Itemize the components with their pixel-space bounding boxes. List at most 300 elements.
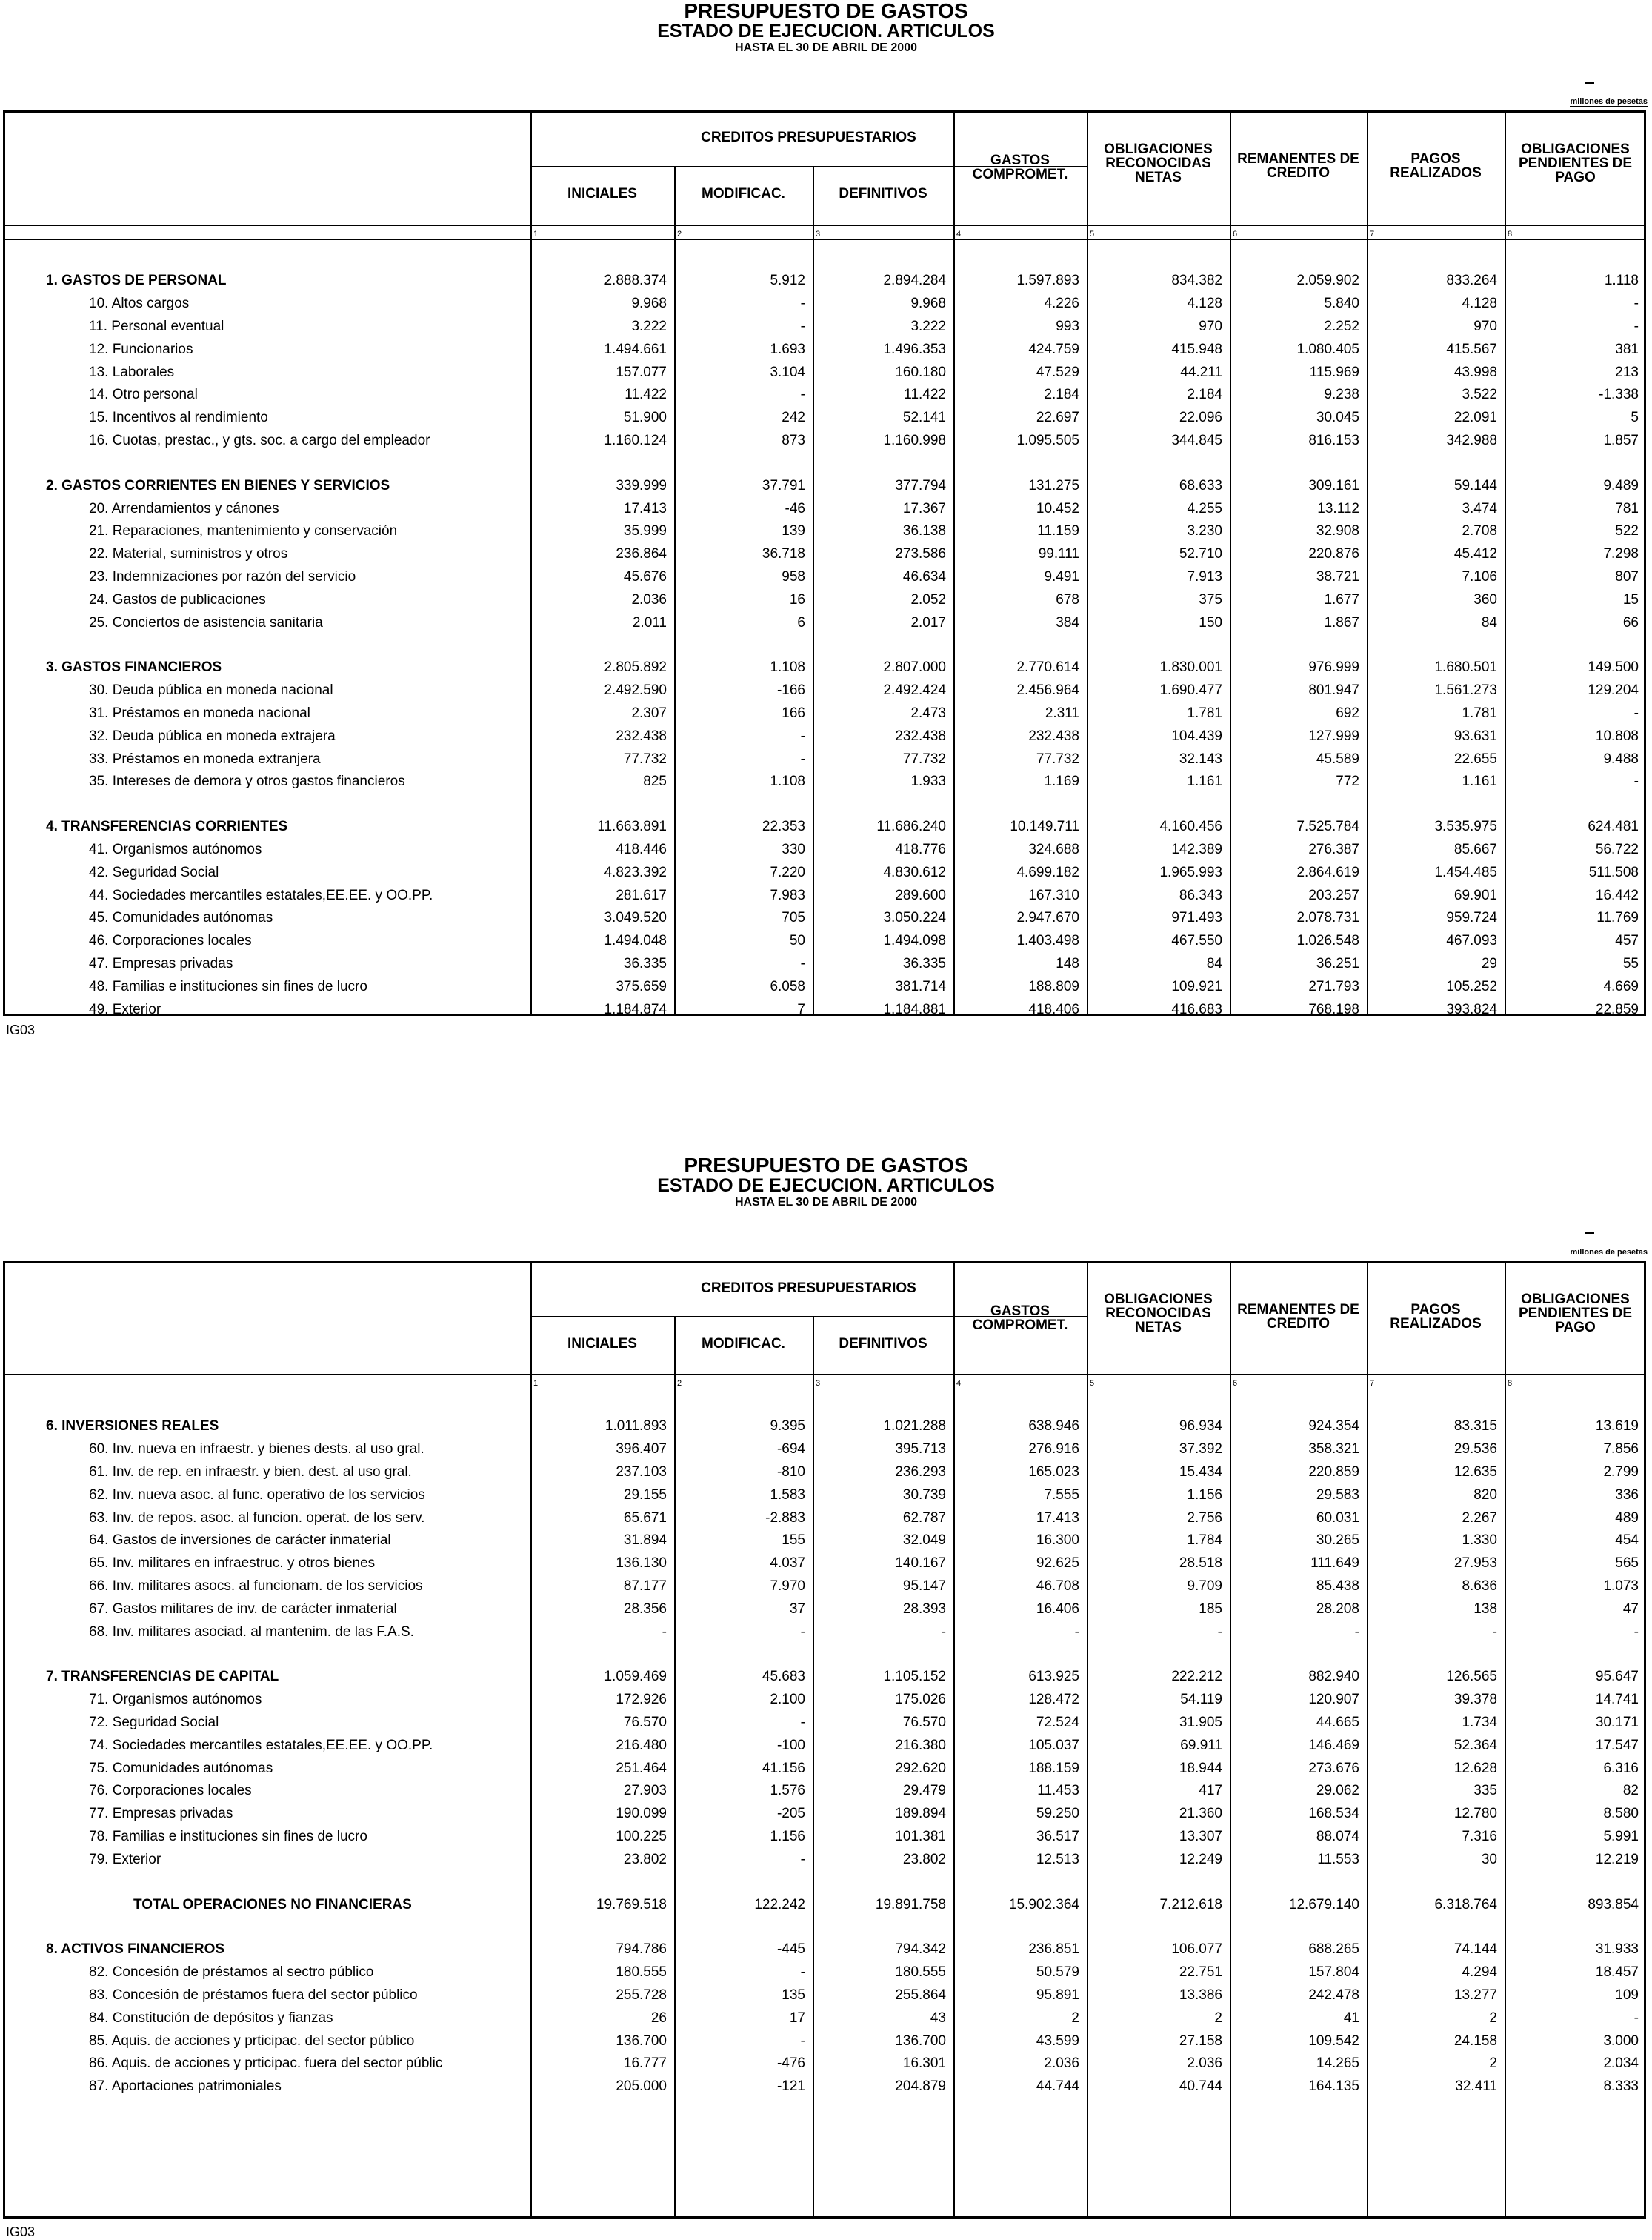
- table-row: [0, 1483, 1646, 1506]
- header-modificac: MODIFICAC.: [702, 186, 785, 202]
- cell-col-8: 5: [1631, 410, 1639, 426]
- table-row: [0, 839, 1646, 862]
- cell-col-7: 29: [1481, 955, 1497, 971]
- cell-col-5: 2.756: [1187, 1509, 1222, 1526]
- table-row: [0, 2076, 1646, 2098]
- table-row: [0, 725, 1646, 748]
- row-label: 75. Comunidades autónomas: [89, 1760, 273, 1776]
- row-label: 4. TRANSFERENCIAS CORRIENTES: [46, 819, 288, 835]
- cell-col-2: -: [800, 955, 805, 971]
- cell-col-7: 85.667: [1453, 841, 1497, 857]
- colnum-5: 5: [1090, 1379, 1095, 1388]
- report-date: HASTA EL 30 DE ABRIL DE 2000: [735, 41, 917, 54]
- cell-col-4: 4.699.182: [1016, 864, 1079, 880]
- row-label: 63. Inv. de repos. asoc. al funcion. operat. de los serv.: [89, 1509, 425, 1526]
- cell-col-7: 12.780: [1453, 1806, 1497, 1822]
- cell-col-2: -: [800, 318, 805, 334]
- table-row: [0, 520, 1646, 543]
- cell-col-3: 1.105.152: [883, 1669, 946, 1685]
- cell-col-4: 99.111: [1038, 546, 1079, 562]
- cell-col-7: 7.106: [1462, 568, 1497, 585]
- cell-col-5: 68.633: [1179, 477, 1222, 493]
- row-label: 87. Aportaciones patrimoniales: [89, 2078, 282, 2095]
- cell-col-1: 16.777: [623, 2055, 667, 2072]
- cell-col-2: 1.576: [770, 1783, 805, 1799]
- section-row: [0, 1938, 1646, 1961]
- table-row: [0, 884, 1646, 907]
- cell-col-3: 16.301: [902, 2055, 946, 2072]
- cell-col-1: 31.894: [623, 1532, 667, 1549]
- spacer-row: [0, 452, 1646, 474]
- cell-col-3: 95.147: [902, 1578, 946, 1594]
- colnum-3: 3: [816, 230, 821, 239]
- cell-col-1: 11.422: [625, 387, 667, 403]
- row-label: 22. Material, suministros y otros: [89, 546, 288, 562]
- header-creditos: CREDITOS PRESUPUESTARIOS: [701, 1280, 916, 1296]
- row-label: 77. Empresas privadas: [89, 1806, 233, 1822]
- cell-col-7: 1.330: [1462, 1532, 1497, 1549]
- cell-col-4: 105.037: [1028, 1737, 1079, 1753]
- cell-col-5: 52.710: [1179, 546, 1222, 562]
- cell-col-5: 375: [1199, 591, 1222, 608]
- cell-col-2: 1.108: [770, 659, 805, 676]
- cell-col-5: 7.913: [1187, 568, 1222, 585]
- row-label: 64. Gastos de inversiones de carácter inmaterial: [89, 1532, 391, 1549]
- cell-col-2: -: [800, 1851, 805, 1867]
- cell-col-8: -: [1633, 296, 1639, 312]
- table-row: [0, 338, 1646, 361]
- cell-col-6: 115.969: [1309, 364, 1359, 380]
- table-row: [0, 384, 1646, 407]
- cell-col-1: 205.000: [616, 2078, 667, 2095]
- cell-col-8: -1.338: [1599, 387, 1639, 403]
- cell-col-8: 8.333: [1603, 2078, 1639, 2095]
- cell-col-5: 970: [1199, 318, 1222, 334]
- footer-code: IG03: [6, 1023, 36, 1037]
- row-label: 35. Intereses de demora y otros gastos financieros: [89, 774, 405, 790]
- cell-col-3: 140.167: [895, 1555, 946, 1572]
- table-row: [0, 975, 1646, 998]
- cell-col-1: 232.438: [616, 728, 667, 744]
- cell-col-4: 59.250: [1036, 1806, 1079, 1822]
- page-header: [0, 0, 1652, 59]
- cell-col-8: 14.741: [1595, 1692, 1639, 1708]
- table-row: [0, 1575, 1646, 1598]
- cell-col-6: 273.676: [1308, 1760, 1359, 1776]
- colnum-4: 4: [956, 230, 962, 239]
- header-pagos: PAGOS REALIZADOS: [1390, 1302, 1482, 1332]
- table-row: [0, 1598, 1646, 1621]
- row-label: 2. GASTOS CORRIENTES EN BIENES Y SERVICIOS: [46, 477, 390, 493]
- table-row: [0, 1961, 1646, 1984]
- cell-col-4: 131.275: [1028, 477, 1079, 493]
- row-label: 32. Deuda pública en moneda extrajera: [89, 728, 336, 744]
- cell-col-1: 794.786: [616, 1941, 667, 1958]
- cell-col-8: 2.799: [1603, 1463, 1639, 1480]
- header-gastos: GASTOS COMPROMET.: [972, 153, 1068, 182]
- cell-col-7: 126.565: [1446, 1669, 1497, 1685]
- cell-col-2: -: [800, 1714, 805, 1730]
- cell-col-5: 109.921: [1171, 978, 1222, 994]
- cell-col-5: 21.360: [1179, 1806, 1222, 1822]
- cell-col-5: 13.386: [1179, 1987, 1222, 2003]
- cell-col-8: 624.481: [1588, 819, 1639, 835]
- row-label: 25. Conciertos de asistencia sanitaria: [89, 614, 323, 631]
- cell-col-4: 77.732: [1036, 751, 1079, 767]
- cell-col-2: -: [800, 1964, 805, 1981]
- cell-col-7: 32.411: [1455, 2078, 1497, 2095]
- cell-col-5: 1.784: [1187, 1532, 1222, 1549]
- colnum-5: 5: [1090, 230, 1095, 239]
- cell-col-3: 216.380: [895, 1737, 946, 1753]
- cell-col-3: 189.894: [895, 1806, 946, 1822]
- cell-col-7: 3.535.975: [1434, 819, 1497, 835]
- cell-col-5: 31.905: [1179, 1714, 1222, 1730]
- cell-col-1: 375.659: [616, 978, 667, 994]
- cell-col-5: 15.434: [1179, 1463, 1222, 1480]
- row-label: 78. Familias e instituciones sin fines de lucro: [89, 1828, 367, 1844]
- cell-col-2: -: [800, 2033, 805, 2049]
- cell-col-3: 1.496.353: [883, 341, 946, 357]
- cell-col-4: 993: [1056, 318, 1079, 334]
- cell-col-5: 1.156: [1187, 1486, 1222, 1503]
- colnum-6: 6: [1233, 1379, 1238, 1388]
- cell-col-6: 14.265: [1316, 2055, 1359, 2072]
- cell-col-1: 136.130: [616, 1555, 667, 1572]
- cell-col-5: 27.158: [1179, 2033, 1222, 2049]
- row-label: 11. Personal eventual: [89, 318, 224, 334]
- cell-col-7: 43.998: [1453, 364, 1497, 380]
- table-row: [0, 611, 1646, 634]
- cell-col-6: 276.387: [1308, 841, 1359, 857]
- cell-col-4: 324.688: [1028, 841, 1079, 857]
- cell-col-4: 678: [1056, 591, 1079, 608]
- cell-col-5: 1.161: [1187, 774, 1222, 790]
- cell-col-8: -: [1633, 1623, 1639, 1640]
- colnum-2: 2: [677, 1379, 682, 1388]
- cell-col-2: 166: [782, 705, 805, 721]
- cell-col-2: 5.912: [770, 273, 805, 289]
- cell-col-3: 381.714: [895, 978, 946, 994]
- cell-col-6: 242.478: [1308, 1987, 1359, 2003]
- cell-col-7: 24.158: [1453, 2033, 1497, 2049]
- cell-col-8: -: [1633, 774, 1639, 790]
- row-label: 49. Exterior: [89, 1001, 161, 1017]
- header-modificac: MODIFICAC.: [702, 1336, 785, 1352]
- cell-col-4: 17.413: [1036, 1509, 1079, 1526]
- cell-col-2: 7: [797, 1001, 805, 1017]
- cell-col-6: 30.265: [1316, 1532, 1359, 1549]
- table-row: [0, 1506, 1646, 1529]
- cell-col-6: 13.112: [1317, 500, 1359, 516]
- cell-col-1: 35.999: [623, 523, 667, 539]
- cell-col-4: 165.023: [1028, 1463, 1079, 1480]
- cell-col-8: 807: [1615, 568, 1639, 585]
- cell-col-7: 39.378: [1453, 1692, 1497, 1708]
- table-row: [0, 566, 1646, 589]
- cell-col-6: 1.026.548: [1296, 933, 1359, 949]
- cell-col-7: 13.277: [1453, 1987, 1497, 2003]
- row-label: 31. Préstamos en moneda nacional: [89, 705, 310, 721]
- cell-col-8: 511.508: [1588, 864, 1639, 880]
- cell-col-4: 1.403.498: [1016, 933, 1079, 949]
- cell-col-6: 220.859: [1308, 1463, 1359, 1480]
- section-row: [0, 816, 1646, 839]
- cell-col-1: 136.700: [616, 2033, 667, 2049]
- cell-col-8: 13.619: [1595, 1418, 1639, 1435]
- header-pendientes: OBLIGACIONES PENDIENTES DE PAGO: [1518, 142, 1633, 185]
- cell-col-8: 8.580: [1603, 1806, 1639, 1822]
- cell-col-7: 3.474: [1462, 500, 1497, 516]
- colnum-3: 3: [816, 1379, 821, 1388]
- cell-col-3: 77.732: [902, 751, 946, 767]
- row-label: 47. Empresas privadas: [89, 955, 233, 971]
- cell-col-6: 164.135: [1308, 2078, 1359, 2095]
- cell-col-7: 2.267: [1462, 1509, 1497, 1526]
- row-label: 46. Corporaciones locales: [89, 933, 252, 949]
- cell-col-4: 72.524: [1036, 1714, 1079, 1730]
- section-row: [0, 474, 1646, 497]
- row-label: 60. Inv. nueva en infraestr. y bienes dests. al uso gral.: [89, 1441, 424, 1458]
- cell-col-8: 18.457: [1595, 1964, 1639, 1981]
- cell-col-2: 45.683: [762, 1669, 805, 1685]
- cell-col-3: 1.021.288: [883, 1418, 946, 1435]
- row-label: 79. Exterior: [89, 1851, 161, 1867]
- cell-col-8: 522: [1615, 523, 1639, 539]
- cell-col-6: 38.721: [1316, 568, 1359, 585]
- mark: [1585, 82, 1594, 84]
- cell-col-7: 342.988: [1446, 432, 1497, 448]
- cell-col-6: 168.534: [1308, 1806, 1359, 1822]
- cell-col-7: 22.655: [1453, 751, 1497, 767]
- cell-col-1: 2.307: [631, 705, 667, 721]
- table-row: [0, 543, 1646, 566]
- row-label: 8. ACTIVOS FINANCIEROS: [46, 1941, 225, 1958]
- cell-col-8: 31.933: [1595, 1941, 1639, 1958]
- cell-col-3: 1.494.098: [883, 933, 946, 949]
- cell-col-8: 82: [1622, 1783, 1639, 1799]
- cell-col-5: 22.751: [1179, 1964, 1222, 1981]
- table-row: [0, 1621, 1646, 1644]
- cell-col-3: 255.864: [895, 1987, 946, 2003]
- cell-col-7: 1.454.485: [1434, 864, 1497, 880]
- cell-col-8: 7.856: [1603, 1441, 1639, 1458]
- cell-col-2: 36.718: [762, 546, 805, 562]
- cell-col-2: 873: [782, 432, 805, 448]
- row-label: 82. Concesión de préstamos al sectro público: [89, 1964, 374, 1981]
- table-row: [0, 1757, 1646, 1780]
- cell-col-3: 17.367: [902, 500, 946, 516]
- data-table-1: [0, 270, 1646, 1021]
- cell-col-4: 47.529: [1036, 364, 1079, 380]
- cell-col-3: 1.933: [910, 774, 946, 790]
- cell-col-2: -: [800, 1623, 805, 1640]
- units-label: millones de pesetas: [1570, 97, 1648, 106]
- cell-col-6: 1.677: [1324, 591, 1359, 608]
- header-obligaciones: OBLIGACIONES RECONOCIDAS NETAS: [1104, 1292, 1213, 1335]
- cell-col-5: 4.255: [1187, 500, 1222, 516]
- cell-col-4: 11.159: [1037, 523, 1079, 539]
- cell-col-6: -: [1354, 1623, 1359, 1640]
- cell-col-8: 12.219: [1595, 1851, 1639, 1867]
- cell-col-7: 959.724: [1446, 910, 1497, 926]
- cell-col-3: 2.492.424: [883, 682, 946, 699]
- cell-col-7: 393.824: [1446, 1001, 1497, 1017]
- cell-col-2: -121: [776, 2078, 805, 2095]
- cell-col-8: 66: [1622, 614, 1639, 631]
- cell-col-6: 28.208: [1316, 1601, 1359, 1617]
- cell-col-1: 396.407: [616, 1441, 667, 1458]
- report-title: PRESUPUESTO DE GASTOS: [684, 0, 968, 22]
- cell-col-6: 60.031: [1316, 1509, 1359, 1526]
- cell-col-5: 18.944: [1179, 1760, 1222, 1776]
- header-definitivos: DEFINITIVOS: [839, 1336, 927, 1352]
- table-row: [0, 702, 1646, 725]
- row-label: 21. Reparaciones, mantenimiento y conservación: [89, 523, 398, 539]
- cell-col-1: 23.802: [623, 1851, 667, 1867]
- header-definitivos: DEFINITIVOS: [839, 186, 927, 202]
- cell-col-6: 882.940: [1308, 1669, 1359, 1685]
- cell-col-6: 45.589: [1316, 751, 1359, 767]
- table-row: [0, 2007, 1646, 2030]
- cell-col-7: 22.091: [1453, 410, 1497, 426]
- cell-col-2: 135: [782, 1987, 805, 2003]
- cell-col-7: 6.318.764: [1434, 1896, 1497, 1912]
- table-row: [0, 998, 1646, 1021]
- cell-col-2: 155: [782, 1532, 805, 1549]
- cell-col-4: 2.456.964: [1016, 682, 1079, 699]
- cell-col-7: 833.264: [1446, 273, 1497, 289]
- table-row: [0, 1461, 1646, 1484]
- cell-col-5: 416.683: [1171, 1001, 1222, 1017]
- cell-col-8: 22.859: [1595, 1001, 1639, 1017]
- cell-col-1: 76.570: [623, 1714, 667, 1730]
- page-2: [0, 1147, 1652, 2239]
- cell-col-3: 292.620: [895, 1760, 946, 1776]
- cell-col-8: 4.669: [1603, 978, 1639, 994]
- cell-col-5: -: [1217, 1623, 1222, 1640]
- cell-col-8: 16.442: [1595, 887, 1639, 903]
- cell-col-4: 1.597.893: [1016, 273, 1079, 289]
- colnum-2: 2: [677, 230, 682, 239]
- cell-col-1: -: [662, 1623, 667, 1640]
- table-row: [0, 679, 1646, 702]
- cell-col-2: 6: [797, 614, 805, 631]
- cell-col-8: 15: [1622, 591, 1639, 608]
- row-label: 6. INVERSIONES REALES: [46, 1418, 219, 1435]
- cell-col-7: 1.561.273: [1434, 682, 1497, 699]
- cell-col-2: -: [800, 728, 805, 744]
- cell-col-6: 109.542: [1308, 2033, 1359, 2049]
- footer-code: IG03: [6, 2224, 36, 2239]
- cell-col-4: 4.226: [1044, 296, 1079, 312]
- cell-col-4: 16.406: [1036, 1601, 1079, 1617]
- cell-col-8: 9.489: [1603, 477, 1639, 493]
- header-iniciales: INICIALES: [567, 1336, 637, 1352]
- cell-col-8: 457: [1615, 933, 1639, 949]
- cell-col-5: 1.830.001: [1159, 659, 1222, 676]
- cell-col-5: 417: [1199, 1783, 1222, 1799]
- cell-col-4: 188.809: [1028, 978, 1079, 994]
- cell-col-6: 29.062: [1316, 1783, 1359, 1799]
- row-label: 3. GASTOS FINANCIEROS: [46, 659, 222, 676]
- cell-col-8: 781: [1615, 500, 1639, 516]
- cell-col-5: 7.212.618: [1159, 1896, 1222, 1912]
- mark: [1585, 1232, 1594, 1234]
- cell-col-1: 2.011: [632, 614, 667, 631]
- cell-col-7: 93.631: [1453, 728, 1497, 744]
- cell-col-1: 190.099: [616, 1806, 667, 1822]
- cell-col-8: 17.547: [1595, 1737, 1639, 1753]
- cell-col-6: 7.525.784: [1296, 819, 1359, 835]
- cell-col-7: 8.636: [1462, 1578, 1497, 1594]
- cell-col-7: 12.635: [1453, 1463, 1497, 1480]
- cell-col-3: 29.479: [902, 1783, 946, 1799]
- cell-col-5: 142.389: [1171, 841, 1222, 857]
- colnum-1: 1: [533, 1379, 539, 1388]
- row-label: 83. Concesión de préstamos fuera del sector público: [89, 1987, 418, 2003]
- row-label: 7. TRANSFERENCIAS DE CAPITAL: [46, 1669, 279, 1685]
- cell-col-2: 242: [782, 410, 805, 426]
- cell-col-1: 180.555: [616, 1964, 667, 1981]
- cell-col-6: 85.438: [1316, 1578, 1359, 1594]
- row-label: 66. Inv. militares asocs. al funcionam. de los servicios: [89, 1578, 423, 1594]
- cell-col-3: 180.555: [895, 1964, 946, 1981]
- cell-col-5: 106.077: [1171, 1941, 1222, 1958]
- cell-col-6: 309.161: [1308, 477, 1359, 493]
- cell-col-1: 1.160.124: [604, 432, 667, 448]
- cell-col-4: 36.517: [1036, 1828, 1079, 1844]
- cell-col-5: 3.230: [1187, 523, 1222, 539]
- cell-col-6: 32.908: [1316, 523, 1359, 539]
- cell-col-8: 7.298: [1603, 546, 1639, 562]
- table-row: [0, 430, 1646, 453]
- cell-col-1: 28.356: [623, 1601, 667, 1617]
- cell-col-5: 1.965.993: [1159, 864, 1222, 880]
- cell-col-3: 160.180: [895, 364, 946, 380]
- cell-col-3: 62.787: [902, 1509, 946, 1526]
- cell-col-4: 2.311: [1045, 705, 1079, 721]
- cell-col-6: 11.553: [1317, 1851, 1359, 1867]
- cell-col-1: 172.926: [616, 1692, 667, 1708]
- colnum-7: 7: [1370, 230, 1375, 239]
- cell-col-4: 167.310: [1028, 887, 1079, 903]
- report-subtitle: ESTADO DE EJECUCION. ARTICULOS: [657, 1175, 995, 1196]
- table-row: [0, 2030, 1646, 2053]
- cell-col-4: 16.300: [1036, 1532, 1079, 1549]
- cell-col-2: 958: [782, 568, 805, 585]
- cell-col-6: 36.251: [1316, 955, 1359, 971]
- cell-col-2: -2.883: [765, 1509, 805, 1526]
- cell-col-6: 12.679.140: [1288, 1896, 1359, 1912]
- cell-col-6: 44.665: [1316, 1714, 1359, 1730]
- cell-col-4: 418.406: [1028, 1001, 1079, 1017]
- cell-col-3: 236.293: [895, 1463, 946, 1480]
- row-label: 65. Inv. militares en infraestruc. y otros bienes: [89, 1555, 376, 1572]
- cell-col-7: 970: [1473, 318, 1497, 334]
- cell-col-2: -445: [776, 1941, 805, 1958]
- cell-col-6: 688.265: [1308, 1941, 1359, 1958]
- cell-col-7: 29.536: [1453, 1441, 1497, 1458]
- header-bottom: [3, 225, 1646, 226]
- table-row: [0, 497, 1646, 520]
- cell-col-5: 96.934: [1179, 1418, 1222, 1435]
- cell-col-1: 27.903: [623, 1783, 667, 1799]
- table-row: [0, 1529, 1646, 1552]
- cell-col-8: -: [1633, 705, 1639, 721]
- cell-col-5: 415.948: [1171, 341, 1222, 357]
- cell-col-6: 2.059.902: [1296, 273, 1359, 289]
